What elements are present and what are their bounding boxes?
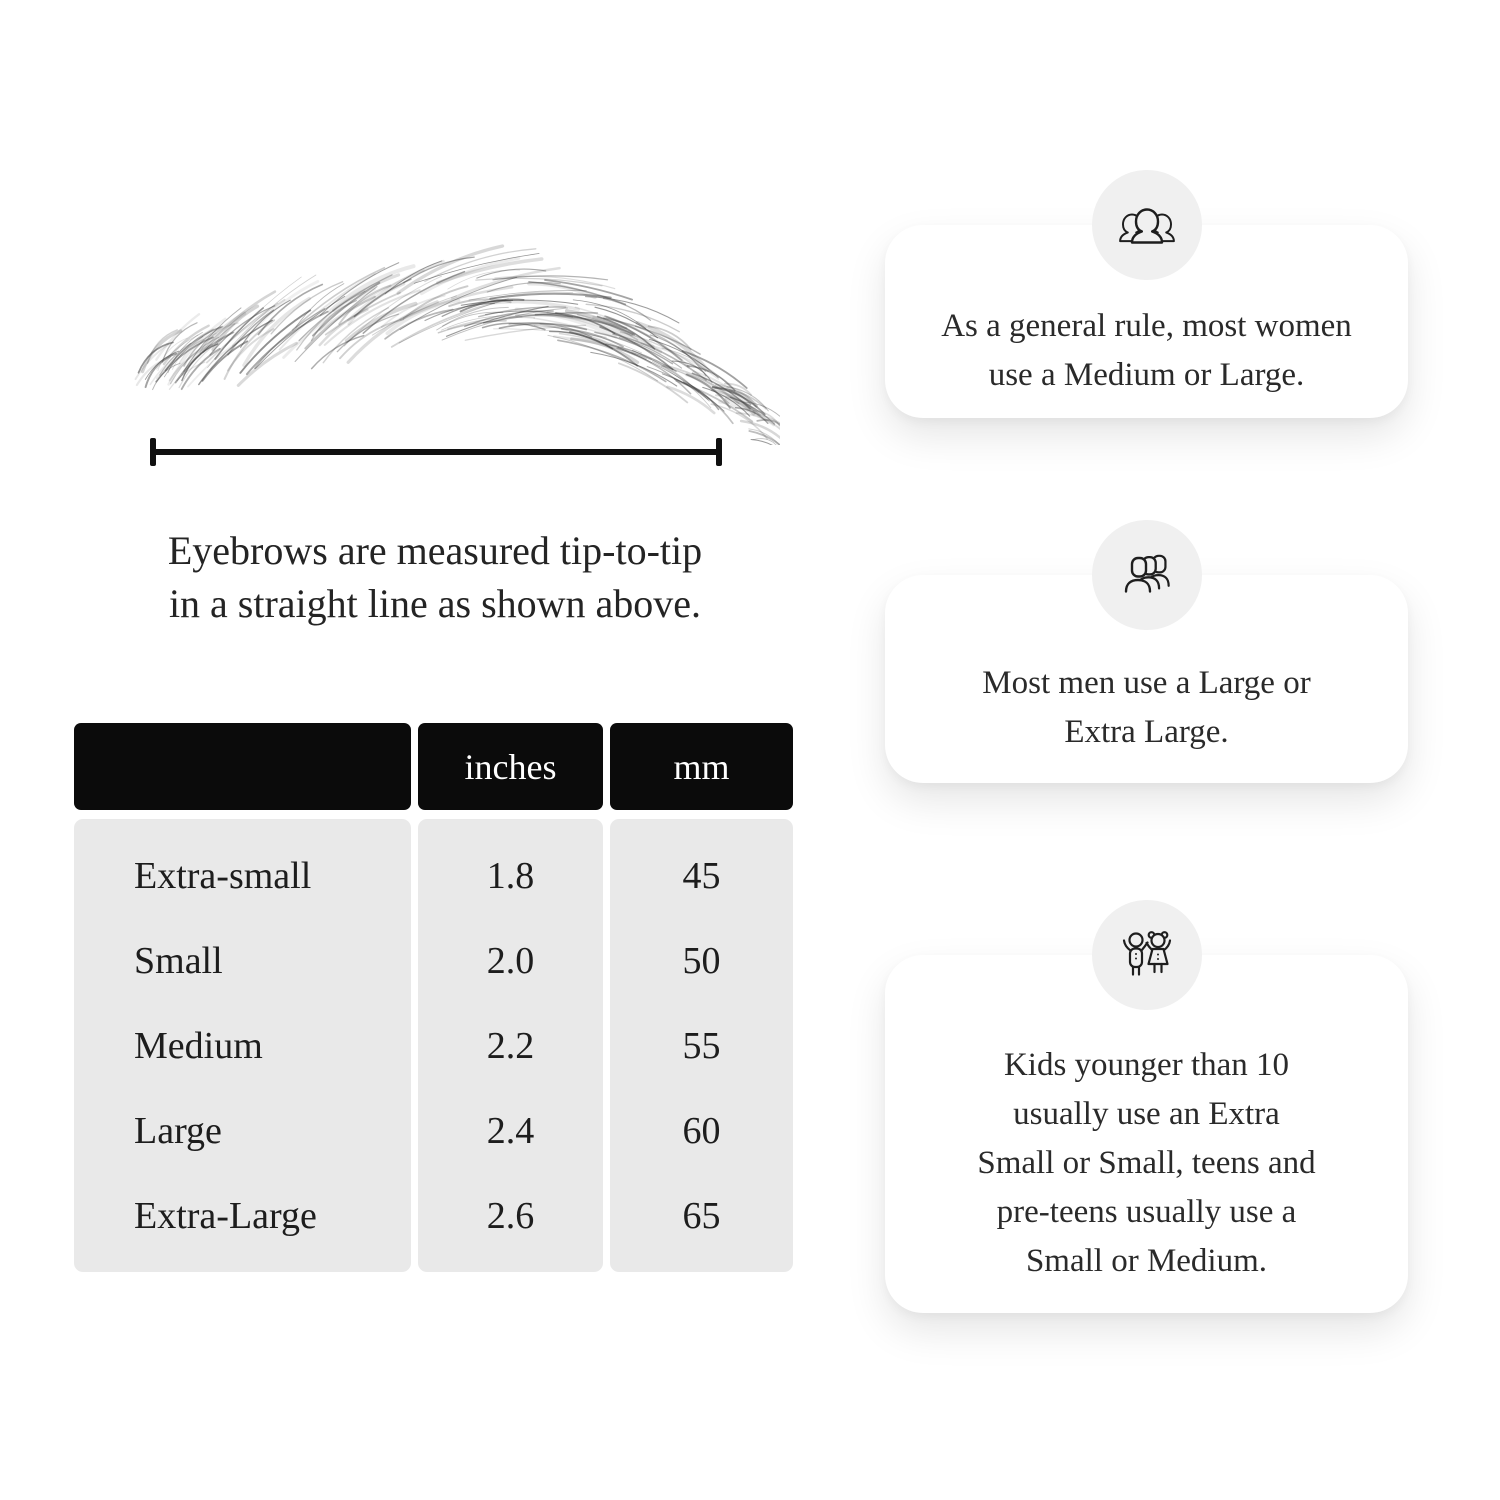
table-header-inches: inches <box>418 723 603 810</box>
table-cell-label: Large <box>134 1109 222 1152</box>
measurement-line-bar <box>150 449 722 455</box>
women-group-icon <box>1112 197 1182 253</box>
table-cell-mm: 60 <box>682 1109 721 1152</box>
table-cell-mm: 65 <box>682 1194 721 1237</box>
size-table-inches-column <box>418 819 603 1272</box>
table-cell-mm: 50 <box>682 939 721 982</box>
kids-text-line-2: usually use an Extra <box>1013 1095 1280 1132</box>
size-table-mm-column <box>610 819 793 1272</box>
measurement-line <box>150 438 722 466</box>
table-cell-inches: 2.0 <box>486 939 535 982</box>
caption-line-2: in a straight line as shown above. <box>168 581 702 626</box>
table-cell-inches: 2.2 <box>486 1024 535 1067</box>
table-cell-inches: 1.8 <box>486 854 535 897</box>
men-group-icon <box>1112 547 1182 603</box>
size-table-body <box>74 819 793 1272</box>
men-text-line-2: Extra Large. <box>1064 714 1229 750</box>
table-header-mm: mm <box>610 723 793 810</box>
kids-icon <box>1112 925 1182 985</box>
kids-text-line-4: pre-teens usually use a <box>996 1193 1297 1230</box>
kids-sizing-text <box>977 1041 1315 1286</box>
table-header-size <box>74 723 411 810</box>
men-sizing-text <box>982 659 1310 757</box>
men-icon-circle <box>1092 520 1202 630</box>
measurement-line-right-cap <box>716 438 722 466</box>
women-text-line-1: As a general rule, most women <box>941 307 1352 344</box>
size-table <box>74 723 793 1272</box>
size-table-label-column <box>74 819 411 1272</box>
table-cell-inches: 2.6 <box>486 1194 535 1237</box>
kids-text-line-3: Small or Small, teens and <box>977 1144 1316 1181</box>
measurement-caption <box>100 524 770 630</box>
size-table-header <box>74 723 793 810</box>
table-cell-mm: 55 <box>682 1024 721 1067</box>
table-cell-label: Extra-Large <box>134 1194 317 1237</box>
table-cell-mm: 45 <box>682 854 721 897</box>
women-sizing-text <box>941 302 1352 400</box>
table-cell-label: Small <box>134 939 223 982</box>
women-text-line-2: use a Medium or Large. <box>988 356 1305 393</box>
eyebrow-illustration <box>120 240 780 445</box>
table-cell-inches: 2.4 <box>486 1109 535 1152</box>
kids-text-line-5: Small or Medium. <box>1025 1242 1268 1279</box>
caption-line-1: Eyebrows are measured tip-to-tip <box>167 528 703 573</box>
kids-icon-circle <box>1092 900 1202 1010</box>
women-icon-circle <box>1092 170 1202 280</box>
kids-text-line-1: Kids younger than 10 <box>1003 1046 1290 1083</box>
table-cell-label: Medium <box>134 1024 263 1067</box>
men-text-line-1: Most men use a Large or <box>982 665 1311 701</box>
table-cell-label: Extra-small <box>134 854 312 897</box>
